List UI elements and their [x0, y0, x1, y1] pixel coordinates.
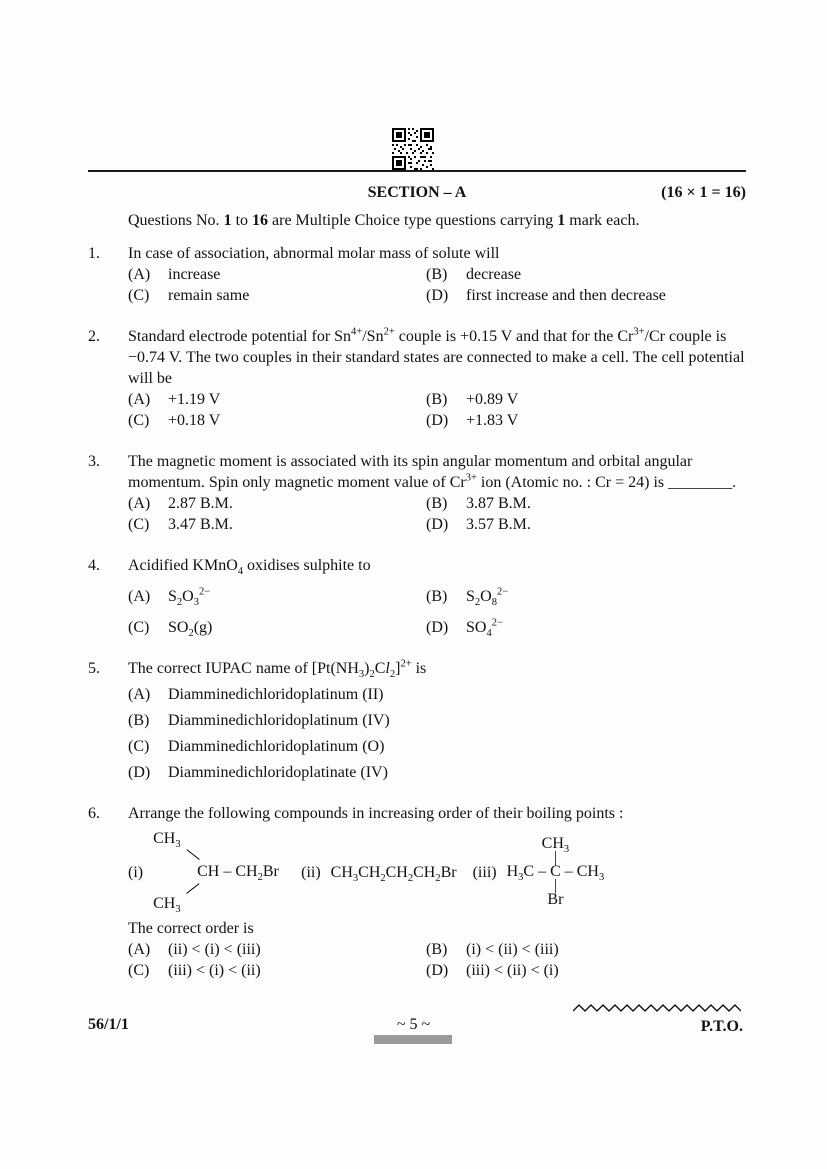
option-label: (C): [128, 412, 150, 429]
option-b: [426, 264, 746, 285]
option-label: (C): [128, 619, 150, 636]
option-a: [128, 684, 746, 705]
option-d: [426, 285, 746, 306]
option-label: (B): [426, 495, 448, 512]
structure-ii-label: (ii): [301, 863, 321, 881]
option-label: (B): [426, 588, 448, 605]
option-text: +0.89 V: [466, 391, 519, 408]
option-text: 2.87 B.M.: [168, 495, 233, 512]
option-text: (iii) < (i) < (ii): [168, 962, 261, 979]
option-label: (A): [128, 588, 151, 605]
option-a: [128, 264, 426, 285]
option-label: (A): [128, 686, 151, 703]
option-label: (D): [426, 287, 449, 304]
option-d: [426, 960, 746, 981]
bond-line-icon: [186, 883, 199, 894]
question-3: [88, 451, 746, 535]
page-number-bar: [374, 1035, 452, 1044]
option-label: (B): [426, 391, 448, 408]
structure-iii-label: (iii): [472, 863, 497, 881]
question-1: [88, 243, 746, 306]
option-label: (A): [128, 941, 151, 958]
structure-i-label: (i): [128, 863, 144, 881]
formula-fragment: $CH_3$: [153, 830, 181, 851]
formula-fragment: $CH_3$: [153, 895, 181, 916]
option-c: [128, 514, 426, 535]
option-c: [128, 960, 426, 981]
option-text: 3.87 B.M.: [466, 495, 531, 512]
pto-label: P.T.O.: [700, 1018, 743, 1035]
qr-code-icon: [392, 128, 434, 170]
question-number: 2.: [88, 328, 100, 345]
question-5: [88, 658, 746, 783]
option-a: [128, 939, 426, 960]
option-c: [128, 410, 426, 431]
option-label: (C): [128, 516, 150, 533]
options-grid: [128, 576, 746, 638]
option-text: $S_2O_8^{2-}$: [466, 586, 509, 609]
option-text: (iii) < (ii) < (i): [466, 962, 559, 979]
section-header: [88, 182, 746, 203]
question-text: Acidified KMnO$_4$ oxidises sulphite to: [128, 557, 371, 578]
options-list: [128, 684, 746, 783]
bond-line-icon: |: [553, 877, 558, 894]
option-text: decrease: [466, 266, 522, 283]
option-label: (D): [426, 516, 449, 533]
option-label: (A): [128, 391, 151, 408]
page-content: [88, 170, 746, 981]
formula-fragment: Br: [547, 891, 564, 908]
option-label: (D): [426, 619, 449, 636]
option-text: +1.83 V: [466, 412, 519, 429]
option-c: [128, 617, 426, 638]
question-number: 3.: [88, 453, 100, 470]
option-b: [426, 493, 746, 514]
option-b: [426, 939, 746, 960]
structure-iii: [507, 836, 605, 908]
option-label: (B): [426, 266, 448, 283]
option-text: $SO_4^{2-}$: [466, 617, 503, 640]
option-label: (A): [128, 266, 151, 283]
option-text: Diamminedichloridoplatinum (IV): [168, 712, 390, 729]
option-text: increase: [168, 266, 221, 283]
question-text: Standard electrode potential for $Sn^{4+}/Sn^{2+}$ couple is +0.15 V and that for the $Cr^{3+}/Cr$ couple is −0.74 V. The two couples in their standard states are connected to make a cell. The cell potential will be: [128, 326, 745, 387]
option-d: [426, 617, 746, 638]
question-text: In case of association, abnormal molar mass of solute will: [128, 245, 500, 262]
question-text: The correct IUPAC name of $[Pt(NH_3)_2Cl_2]^{2+}$ is: [128, 658, 427, 681]
option-d: [426, 514, 746, 535]
option-label: (A): [128, 495, 151, 512]
formula-fragment: CH – $CH_2Br$: [197, 863, 279, 884]
question-number: 5.: [88, 660, 100, 677]
option-c: [128, 285, 426, 306]
option-label: (C): [128, 287, 150, 304]
option-label: (B): [426, 941, 448, 958]
option-label: (D): [426, 412, 449, 429]
compound-structures: [128, 830, 746, 914]
bond-line-icon: |: [553, 849, 558, 866]
options-grid: [128, 389, 746, 431]
option-d: [128, 762, 746, 783]
option-b: [426, 586, 746, 607]
option-text: Diamminedichloridoplatinum (O): [168, 738, 385, 755]
option-b: [128, 710, 746, 731]
option-text: 3.57 B.M.: [466, 516, 531, 533]
structure-ii: $CH_3CH_2CH_2CH_2Br$: [330, 863, 457, 884]
option-text: +1.19 V: [168, 391, 221, 408]
question-number: 1.: [88, 245, 100, 262]
options-grid: [128, 493, 746, 535]
section-intro: Questions No. 1 to 16 are Multiple Choice type questions carrying 1 mark each.: [128, 212, 640, 229]
question-4: [88, 555, 746, 638]
question-number: 6.: [88, 805, 100, 822]
option-a: [128, 389, 426, 410]
question-6: [88, 803, 746, 981]
question-followup: The correct order is: [128, 920, 254, 937]
section-title: SECTION – A: [367, 184, 467, 201]
bond-line-icon: [186, 849, 199, 860]
option-label: (C): [128, 738, 150, 755]
formula-fragment: $H_3C$ – C – $CH_3$: [506, 863, 605, 884]
option-b: [426, 389, 746, 410]
option-label: (B): [128, 712, 150, 729]
option-text: 3.47 B.M.: [168, 516, 233, 533]
option-label: (C): [128, 962, 150, 979]
paper-code: 56/1/1: [88, 1016, 129, 1033]
options-grid: [128, 264, 746, 306]
option-text: +0.18 V: [168, 412, 221, 429]
question-number: 4.: [88, 557, 100, 574]
option-a: [128, 586, 426, 607]
option-text: Diamminedichloridoplatinum (II): [168, 686, 384, 703]
option-label: (D): [128, 764, 151, 781]
option-a: [128, 493, 426, 514]
option-text: $S_2O_3^{2-}$: [168, 586, 211, 609]
option-text: first increase and then decrease: [466, 287, 666, 304]
top-rule: [88, 170, 746, 172]
structure-i: [153, 830, 301, 914]
option-label: (D): [426, 962, 449, 979]
question-2: [88, 326, 746, 431]
option-d: [426, 410, 746, 431]
option-c: [128, 736, 746, 757]
option-text: remain same: [168, 287, 250, 304]
section-marks: (16 × 1 = 16): [661, 184, 746, 201]
options-grid: [128, 939, 746, 981]
option-text: (ii) < (i) < (iii): [168, 941, 261, 958]
option-text: $SO_2(g)$: [168, 619, 213, 640]
formula-fragment: $CH_3$: [541, 835, 570, 856]
option-text: Diamminedichloridoplatinate (IV): [168, 764, 388, 781]
question-text: Arrange the following compounds in increasing order of their boiling points :: [128, 805, 624, 822]
question-text: The magnetic moment is associated with its spin angular momentum and orbital angular momentum. Spin only magnetic moment value of $Cr^{3+}$ ion (Atomic no. : Cr = 24) is ________.: [128, 453, 737, 491]
option-text: (i) < (ii) < (iii): [466, 941, 559, 958]
page-number: ~ 5 ~: [396, 1016, 431, 1033]
